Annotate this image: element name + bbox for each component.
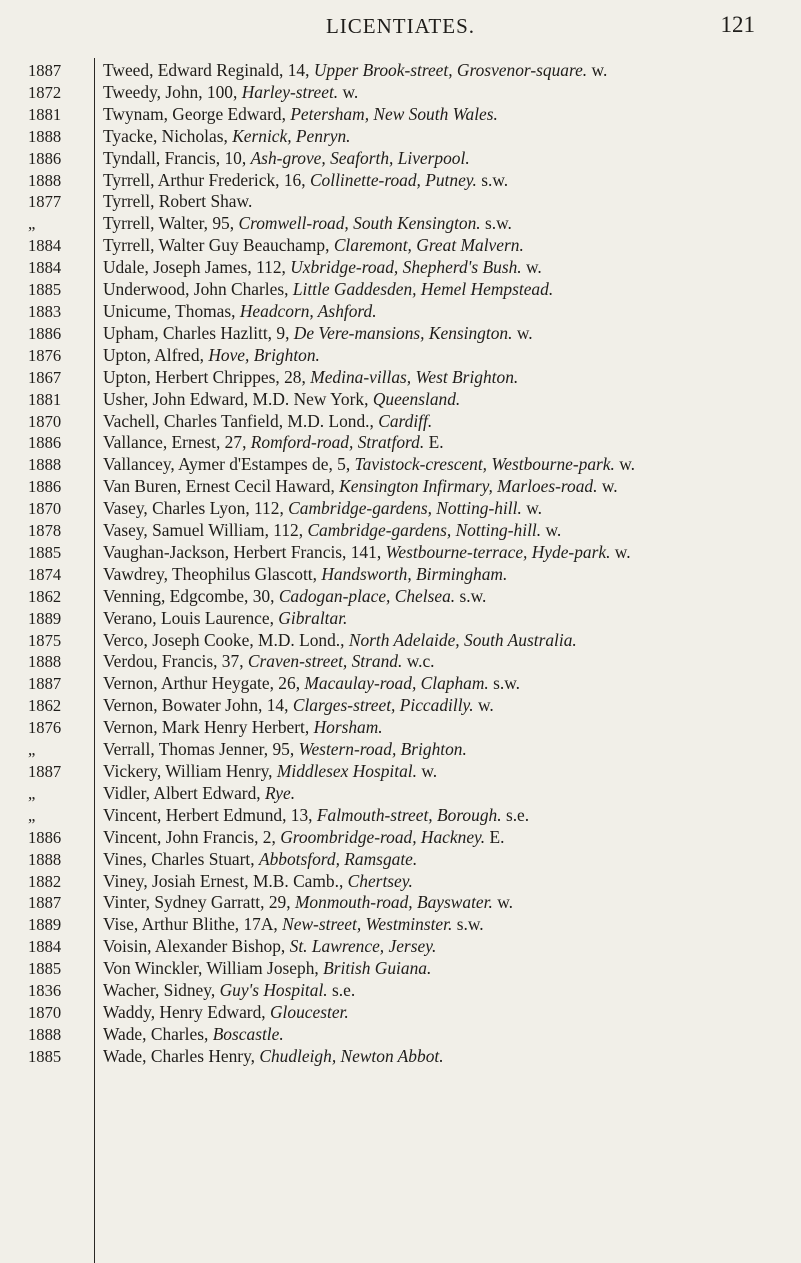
- entry-text: [103, 476, 801, 498]
- entry-year: 1870: [28, 411, 62, 431]
- entry-year: 1887: [28, 893, 62, 913]
- entry-address: Cambridge-gardens, Notting-hill.: [288, 498, 522, 519]
- entry-address: Gloucester.: [270, 1001, 349, 1022]
- list-item: [0, 914, 801, 936]
- entry-text: [103, 520, 801, 542]
- list-item: [0, 345, 801, 367]
- entry-address: Claremont, Great Malvern.: [333, 235, 524, 256]
- entry-address: Queensland.: [372, 388, 461, 409]
- entry-name: Waddy, Henry Edward,: [103, 1001, 266, 1022]
- entry-year: 1878: [28, 521, 62, 541]
- entry-year: 1882: [28, 871, 62, 891]
- entry-name: Wacher, Sidney,: [103, 980, 216, 1001]
- entry-year: 1874: [28, 564, 62, 584]
- entry-text: [103, 783, 801, 805]
- entry-name: Von Winckler, William Joseph,: [103, 958, 319, 979]
- list-item: [0, 389, 801, 411]
- list-item: [0, 871, 801, 893]
- entry-name: Underwood, John Charles,: [103, 279, 289, 300]
- entry-name: Vickery, William Henry,: [103, 761, 273, 781]
- entry-year: 1887: [28, 674, 62, 694]
- entry-year: 1885: [28, 542, 62, 562]
- entry-postal-district: w.: [601, 476, 618, 497]
- entry-text: [103, 1024, 801, 1046]
- entry-year: 1877: [28, 192, 62, 212]
- entry-name: Twynam, George Edward,: [103, 103, 286, 124]
- list-item: [0, 213, 801, 235]
- entry-address: Horsham.: [313, 717, 383, 738]
- entry-address: Kensington Infirmary, Marloes-road.: [339, 476, 598, 497]
- entry-postal-district: w.: [591, 60, 608, 80]
- entry-text: [103, 367, 801, 389]
- entry-text: [103, 279, 801, 301]
- list-item: [0, 651, 801, 673]
- entry-postal-district: w.c.: [406, 651, 435, 672]
- entry-name: Upton, Alfred,: [103, 344, 204, 365]
- entry-text: [103, 673, 801, 695]
- list-item: [0, 673, 801, 695]
- entry-name: Vernon, Arthur Heygate, 26,: [103, 673, 301, 694]
- entry-name: Vasey, Samuel William, 112,: [103, 520, 304, 541]
- entry-text: [103, 892, 801, 914]
- entry-address: Collinette-road, Putney.: [309, 169, 477, 190]
- entry-year: „: [28, 783, 36, 803]
- entry-text: [103, 651, 801, 673]
- entry-name: Vernon, Mark Henry Herbert,: [103, 717, 310, 738]
- entry-name: Unicume, Thomas,: [103, 300, 236, 321]
- entry-name: Vidler, Albert Edward,: [103, 782, 261, 803]
- list-item: [0, 1002, 801, 1024]
- entry-year: 1885: [28, 959, 62, 979]
- entry-text: [103, 827, 801, 849]
- entry-postal-district: s.w.: [481, 169, 509, 190]
- entry-year: „: [28, 805, 36, 825]
- list-item: [0, 564, 801, 586]
- entry-address: Headcorn, Ashford.: [239, 300, 377, 321]
- entry-text: [103, 323, 801, 345]
- list-item: [0, 783, 801, 805]
- entry-address: Chertsey.: [347, 870, 413, 891]
- entry-text: [103, 1046, 801, 1068]
- entry-address: Macaulay-road, Clapham.: [304, 673, 489, 694]
- entry-text: [103, 936, 801, 958]
- entry-address: Cardiff.: [378, 410, 433, 431]
- entry-text: [103, 914, 801, 936]
- entry-text: [103, 717, 801, 739]
- entry-name: Vallancey, Aymer d'Estampes de, 5,: [103, 454, 351, 475]
- entry-text: [103, 542, 801, 564]
- entry-address: Guy's Hospital.: [219, 980, 328, 1001]
- list-item: [0, 608, 801, 630]
- entry-address: St. Lawrence, Jersey.: [289, 936, 437, 957]
- list-item: [0, 235, 801, 257]
- list-item: [0, 827, 801, 849]
- entry-year: 1885: [28, 1046, 62, 1066]
- entry-name: Tyrrell, Robert Shaw.: [103, 191, 253, 212]
- entry-year: 1889: [28, 915, 62, 935]
- list-item: [0, 454, 801, 476]
- entry-address: Cadogan-place, Chelsea.: [278, 585, 456, 606]
- entry-text: [103, 126, 801, 148]
- entry-address: Uxbridge-road, Shepherd's Bush.: [290, 257, 522, 278]
- entry-postal-district: E.: [428, 432, 444, 453]
- entry-text: [103, 980, 801, 1002]
- entry-name: Upton, Herbert Chrippes, 28,: [103, 366, 306, 387]
- list-item: [0, 892, 801, 914]
- entry-year: 1886: [28, 433, 62, 453]
- entry-year: 1888: [28, 652, 62, 672]
- entry-postal-district: w.: [526, 498, 542, 519]
- entry-postal-district: w.: [421, 761, 438, 781]
- entry-text: [103, 564, 801, 586]
- entry-name: Upham, Charles Hazlitt, 9,: [103, 322, 290, 343]
- list-item: [0, 301, 801, 323]
- entry-text: [103, 695, 801, 717]
- list-item: [0, 1046, 801, 1068]
- entry-year: 1888: [28, 1024, 62, 1044]
- entry-text: [103, 301, 801, 323]
- entry-address: Craven-street, Strand.: [247, 651, 403, 672]
- entry-postal-district: s.w.: [485, 213, 512, 234]
- entry-postal-district: w.: [342, 81, 359, 102]
- list-item: [0, 849, 801, 871]
- entry-year: 1886: [28, 827, 62, 847]
- entry-year: 1862: [28, 586, 62, 606]
- list-item: [0, 323, 801, 345]
- entry-text: [103, 82, 801, 104]
- entry-address: Western-road, Brighton.: [298, 739, 467, 760]
- entry-name: Vernon, Bowater John, 14,: [103, 695, 289, 716]
- list-item: [0, 936, 801, 958]
- list-item: [0, 586, 801, 608]
- entry-year: 1884: [28, 937, 62, 957]
- entry-name: Vachell, Charles Tanfield, M.D. Lond.,: [103, 410, 374, 431]
- entry-name: Verdou, Francis, 37,: [103, 651, 244, 672]
- entry-name: Vines, Charles Stuart,: [103, 848, 255, 869]
- entry-address: North Adelaide, South Australia.: [348, 629, 577, 650]
- entry-postal-district: w.: [526, 257, 542, 278]
- entry-name: Verrall, Thomas Jenner, 95,: [103, 739, 295, 760]
- entry-text: [103, 191, 801, 213]
- entry-name: Tyrrell, Walter, 95,: [103, 213, 235, 234]
- entry-name: Verco, Joseph Cooke, M.D. Lond.,: [103, 629, 345, 650]
- entry-text: [103, 608, 801, 630]
- entry-address: Little Gaddesden, Hemel Hempstead.: [292, 279, 554, 300]
- entry-address: Medina-villas, West Brighton.: [310, 366, 519, 387]
- entry-postal-district: w.: [545, 520, 562, 541]
- entry-text: [103, 389, 801, 411]
- running-head: LICENTIATES.: [325, 14, 476, 38]
- entry-postal-district: s.w.: [459, 585, 487, 606]
- list-item: [0, 257, 801, 279]
- entry-text: [103, 805, 801, 827]
- entry-address: Harley-street.: [241, 81, 339, 102]
- list-item: [0, 761, 801, 783]
- entry-text: [103, 761, 801, 783]
- entry-year: 1888: [28, 170, 62, 190]
- entry-year: 1885: [28, 280, 62, 300]
- entry-postal-district: s.e.: [505, 804, 530, 825]
- entry-year: 1888: [28, 455, 62, 475]
- entry-text: [103, 235, 801, 257]
- entry-address: Boscastle.: [212, 1023, 284, 1044]
- entry-year: 1886: [28, 477, 62, 497]
- entry-name: Vawdrey, Theophilus Glascott,: [103, 563, 317, 584]
- entry-address: Handsworth, Birmingham.: [321, 563, 508, 584]
- entry-address: Kernick, Penryn.: [232, 125, 351, 146]
- entry-postal-district: s.w.: [493, 673, 521, 694]
- list-item: [0, 432, 801, 454]
- entry-address: Groombridge-road, Hackney.: [280, 826, 486, 847]
- entry-name: Verano, Louis Laurence,: [103, 607, 274, 628]
- entry-name: Wade, Charles,: [103, 1023, 209, 1044]
- entry-year: 1881: [28, 104, 62, 124]
- entry-text: [103, 958, 801, 980]
- list-item: [0, 805, 801, 827]
- entry-name: Tweed, Edward Reginald, 14,: [103, 60, 310, 80]
- entry-address: Hove, Brighton.: [208, 344, 320, 365]
- entry-name: Vincent, John Francis, 2,: [103, 826, 276, 847]
- list-item: [0, 148, 801, 170]
- entry-postal-district: w.: [478, 695, 494, 716]
- list-item: [0, 717, 801, 739]
- entry-text: [103, 630, 801, 652]
- entry-year: 1876: [28, 718, 62, 738]
- list-item: [0, 739, 801, 761]
- entry-year: 1888: [28, 126, 62, 146]
- entry-name: Tweedy, John, 100,: [103, 81, 238, 102]
- entry-name: Vise, Arthur Blithe, 17A,: [103, 914, 278, 935]
- entry-year: 1867: [28, 367, 62, 387]
- entry-text: [103, 411, 801, 433]
- entry-text: [103, 345, 801, 367]
- list-item: [0, 104, 801, 126]
- entry-year: 1876: [28, 345, 62, 365]
- entry-text: [103, 104, 801, 126]
- entry-year: 1862: [28, 696, 62, 716]
- entry-address: Middlesex Hospital.: [276, 761, 417, 781]
- entry-name: Vincent, Herbert Edmund, 13,: [103, 804, 313, 825]
- entry-postal-district: w.: [614, 541, 631, 562]
- entry-name: Usher, John Edward, M.D. New York,: [103, 388, 369, 409]
- entry-address: Tavistock-crescent, Westbourne-park.: [354, 454, 615, 475]
- entry-name: Vasey, Charles Lyon, 112,: [103, 498, 284, 519]
- entry-name: Van Buren, Ernest Cecil Haward,: [103, 476, 335, 497]
- entry-name: Viney, Josiah Ernest, M.B. Camb.,: [103, 870, 344, 891]
- entry-postal-district: s.e.: [332, 980, 356, 1001]
- entry-year: 1886: [28, 148, 62, 168]
- entry-text: [103, 257, 801, 279]
- entry-year: 1886: [28, 323, 62, 343]
- entry-text: [103, 586, 801, 608]
- entry-postal-district: w.: [619, 454, 636, 475]
- entry-name: Voisin, Alexander Bishop,: [103, 936, 286, 957]
- entry-postal-district: E.: [489, 826, 505, 847]
- entry-year: 1883: [28, 301, 62, 321]
- entry-text: [103, 432, 801, 454]
- list-item: [0, 60, 801, 82]
- entry-name: Vallance, Ernest, 27,: [103, 432, 247, 453]
- entry-address: Cromwell-road, South Kensington.: [238, 213, 481, 234]
- entry-text: [103, 498, 801, 520]
- entry-year: 1887: [28, 762, 62, 781]
- list-item: [0, 82, 801, 104]
- entry-text: [103, 148, 801, 170]
- entry-text: [103, 213, 801, 235]
- entry-year: „: [28, 214, 36, 234]
- list-item: [0, 630, 801, 652]
- entry-year: 1884: [28, 258, 62, 278]
- entry-name: Tyrrell, Walter Guy Beauchamp,: [103, 235, 330, 256]
- entry-year: 1836: [28, 981, 62, 1001]
- list-item: [0, 411, 801, 433]
- list-item: [0, 542, 801, 564]
- list-item: [0, 520, 801, 542]
- entry-name: Tyrrell, Arthur Frederick, 16,: [103, 169, 306, 190]
- list-item: [0, 476, 801, 498]
- entry-list: [0, 60, 801, 1068]
- entry-year: 1875: [28, 630, 62, 650]
- entry-address: British Guiana.: [323, 958, 432, 979]
- entry-text: [103, 871, 801, 893]
- entry-address: Romford-road, Stratford.: [250, 432, 425, 453]
- entry-name: Venning, Edgcombe, 30,: [103, 585, 275, 606]
- entry-address: Upper Brook-street, Grosvenor-square.: [313, 60, 588, 80]
- entry-address: Rye.: [265, 782, 296, 803]
- entry-address: Clarges-street, Piccadilly.: [292, 695, 474, 716]
- entry-year: 1870: [28, 1002, 62, 1022]
- entry-year: 1888: [28, 849, 62, 869]
- entry-address: Petersham, New South Wales.: [290, 103, 498, 124]
- list-item: [0, 498, 801, 520]
- list-item: [0, 980, 801, 1002]
- list-item: [0, 367, 801, 389]
- entry-text: [103, 739, 801, 761]
- entry-text: [103, 60, 801, 82]
- entry-address: Gibraltar.: [278, 607, 348, 628]
- entry-postal-district: w.: [516, 322, 533, 343]
- entry-year: 1881: [28, 389, 62, 409]
- entry-year: „: [28, 740, 36, 760]
- entry-name: Vinter, Sydney Garratt, 29,: [103, 892, 291, 913]
- entry-postal-district: s.w.: [456, 914, 484, 935]
- entry-text: [103, 170, 801, 192]
- entry-name: Wade, Charles Henry,: [103, 1045, 255, 1066]
- entry-address: Abbotsford, Ramsgate.: [258, 848, 418, 869]
- entry-address: New-street, Westminster.: [282, 914, 453, 935]
- entry-text: [103, 849, 801, 871]
- entry-address: Cambridge-gardens, Notting-hill.: [307, 520, 542, 541]
- entry-address: Chudleigh, Newton Abbot.: [259, 1045, 444, 1066]
- list-item: [0, 191, 801, 213]
- list-item: [0, 170, 801, 192]
- entry-year: 1889: [28, 608, 62, 628]
- list-item: [0, 126, 801, 148]
- entry-year: 1887: [28, 61, 62, 80]
- entry-name: Vaughan-Jackson, Herbert Francis, 141,: [103, 541, 382, 562]
- entry-address: Ash-grove, Seaforth, Liverpool.: [250, 147, 470, 168]
- entry-text: [103, 454, 801, 476]
- entry-postal-district: w.: [497, 892, 513, 913]
- entry-year: 1870: [28, 499, 62, 519]
- entry-text: [103, 1002, 801, 1024]
- entry-address: Monmouth-road, Bayswater.: [294, 892, 493, 913]
- list-item: [0, 1024, 801, 1046]
- entry-name: Udale, Joseph James, 112,: [103, 257, 286, 278]
- page-number: 121: [720, 12, 755, 37]
- entry-address: Falmouth-street, Borough.: [316, 804, 502, 825]
- entry-address: De Vere-mansions, Kensington.: [293, 322, 513, 343]
- list-item: [0, 958, 801, 980]
- entry-address: Westbourne-terrace, Hyde-park.: [385, 541, 611, 562]
- list-item: [0, 695, 801, 717]
- list-item: [0, 279, 801, 301]
- entry-year: 1872: [28, 82, 62, 102]
- entry-name: Tyndall, Francis, 10,: [103, 147, 247, 168]
- entry-name: Tyacke, Nicholas,: [103, 125, 228, 146]
- entry-year: 1884: [28, 236, 62, 256]
